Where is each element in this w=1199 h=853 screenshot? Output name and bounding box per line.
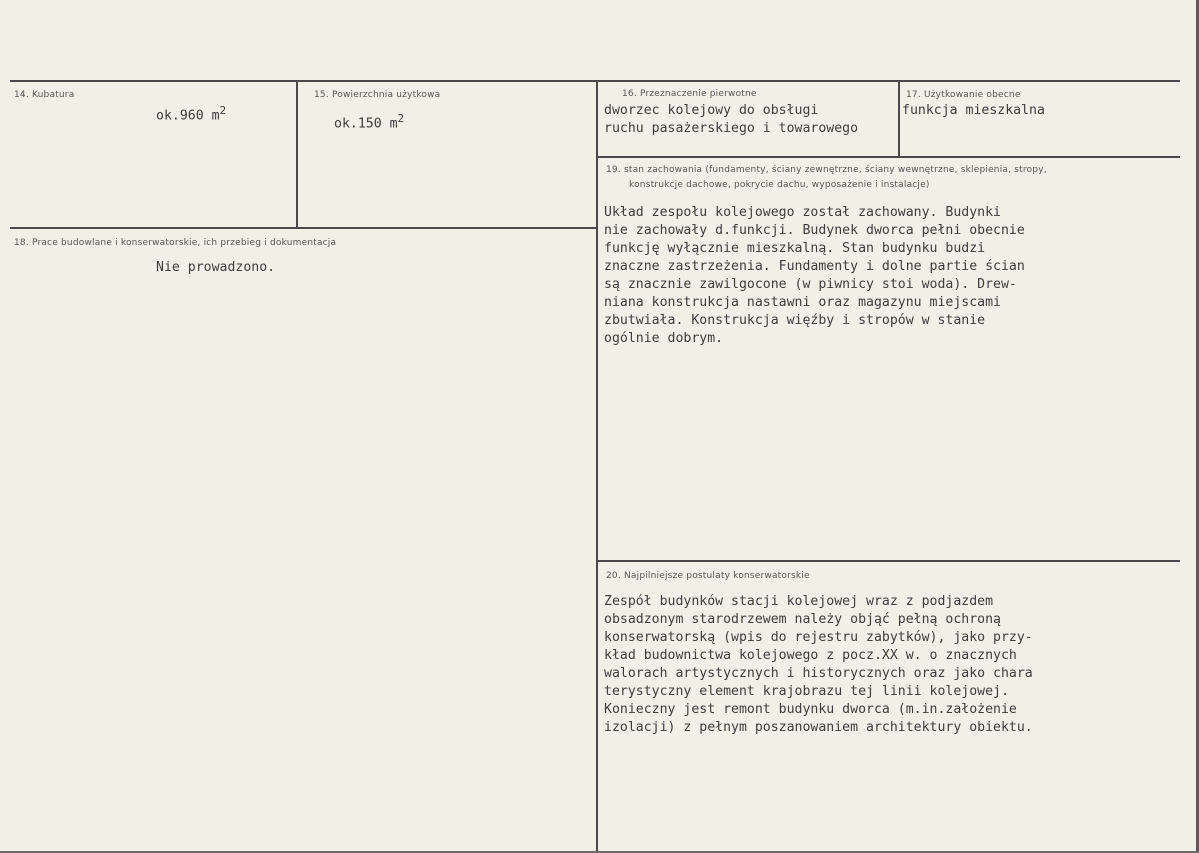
text-line: walorach artystycznych i historycznych oraz jako chara	[604, 666, 1033, 681]
text-line: funkcję wyłącznie mieszkalną. Stan budynku budzi	[604, 241, 986, 256]
field-18-label: 18. Prace budowlane i konserwatorskie, ich przebieg i dokumentacja	[14, 238, 337, 248]
divider-14-15	[296, 80, 298, 228]
divider-main	[596, 80, 598, 853]
field-15-number: ok.150 m	[334, 116, 398, 132]
rule-right-16-19	[598, 156, 1180, 158]
field-16-text	[604, 102, 858, 138]
rule-left-mid	[10, 227, 596, 229]
field-20-text	[604, 593, 1033, 737]
divider-16-17	[898, 80, 900, 157]
text-line: nie zachowały d.funkcji. Budynek dworca pełni obecnie	[604, 223, 1025, 238]
field-18-value: Nie prowadzono.	[156, 260, 276, 275]
text-line: kład budownictwa kolejowego z pocz.XX w. o znacznych	[604, 648, 1017, 663]
field-17-value: funkcja mieszkalna	[902, 103, 1045, 118]
field-14-number: ok.960 m	[156, 108, 220, 124]
field-19-text	[604, 204, 1025, 348]
field-16-label: 16. Przeznaczenie pierwotne	[622, 89, 757, 99]
rule-right-19-20	[598, 560, 1180, 562]
text-line: są znacznie zawilgocone (w piwnicy stoi woda). Drew-	[604, 277, 1017, 292]
field-14-label: 14. Kubatura	[14, 90, 75, 100]
field-15-unit-exponent: 2	[397, 112, 405, 125]
text-line: ruchu pasażerskiego i towarowego	[604, 121, 859, 136]
text-line: ogólnie dobrym.	[604, 331, 724, 346]
text-line: Konieczny jest remont budynku dworca (m.in.założenie	[604, 702, 1017, 717]
text-line: niana konstrukcja nastawni oraz magazynu miejscami	[604, 295, 1001, 310]
top-rule	[10, 80, 1180, 82]
field-20-label: 20. Najpilniejsze postulaty konserwatorskie	[606, 571, 810, 581]
text-line: dworzec kolejowy do obsługi	[604, 103, 819, 118]
text-line: obsadzonym starodrzewem należy objąć pełną ochroną	[604, 612, 1001, 627]
text-line: znaczne zastrzeżenia. Fundamenty i dolne partie ścian	[604, 259, 1025, 274]
field-15-value	[334, 112, 404, 131]
text-line: Układ zespołu kolejowego został zachowany. Budynki	[604, 205, 1001, 220]
text-line: Zespół budynków stacji kolejowej wraz z podjazdem	[604, 594, 994, 609]
text-line: izolacji) z pełnym poszanowaniem architektury obiektu.	[604, 720, 1033, 735]
field-15-label: 15. Powierzchnia użytkowa	[314, 90, 441, 100]
field-14-value	[156, 104, 226, 123]
text-line: zbutwiała. Konstrukcja więźby i stropów w stanie	[604, 313, 986, 328]
field-14-unit-exponent: 2	[219, 104, 227, 117]
field-17-label: 17. Użytkowanie obecne	[906, 90, 1021, 100]
field-19-label-line2: konstrukcje dachowe, pokrycie dachu, wyposażenie i instalacje)	[629, 180, 930, 190]
field-19-label-line1: 19. stan zachowania (fundamenty, ściany zewnętrzne, ściany wewnętrzne, sklepienia, stropy,	[606, 165, 1047, 175]
text-line: terystyczny element krajobrazu tej linii kolejowej.	[604, 684, 1009, 699]
text-line: konserwatorską (wpis do rejestru zabytków), jako przy-	[604, 630, 1033, 645]
